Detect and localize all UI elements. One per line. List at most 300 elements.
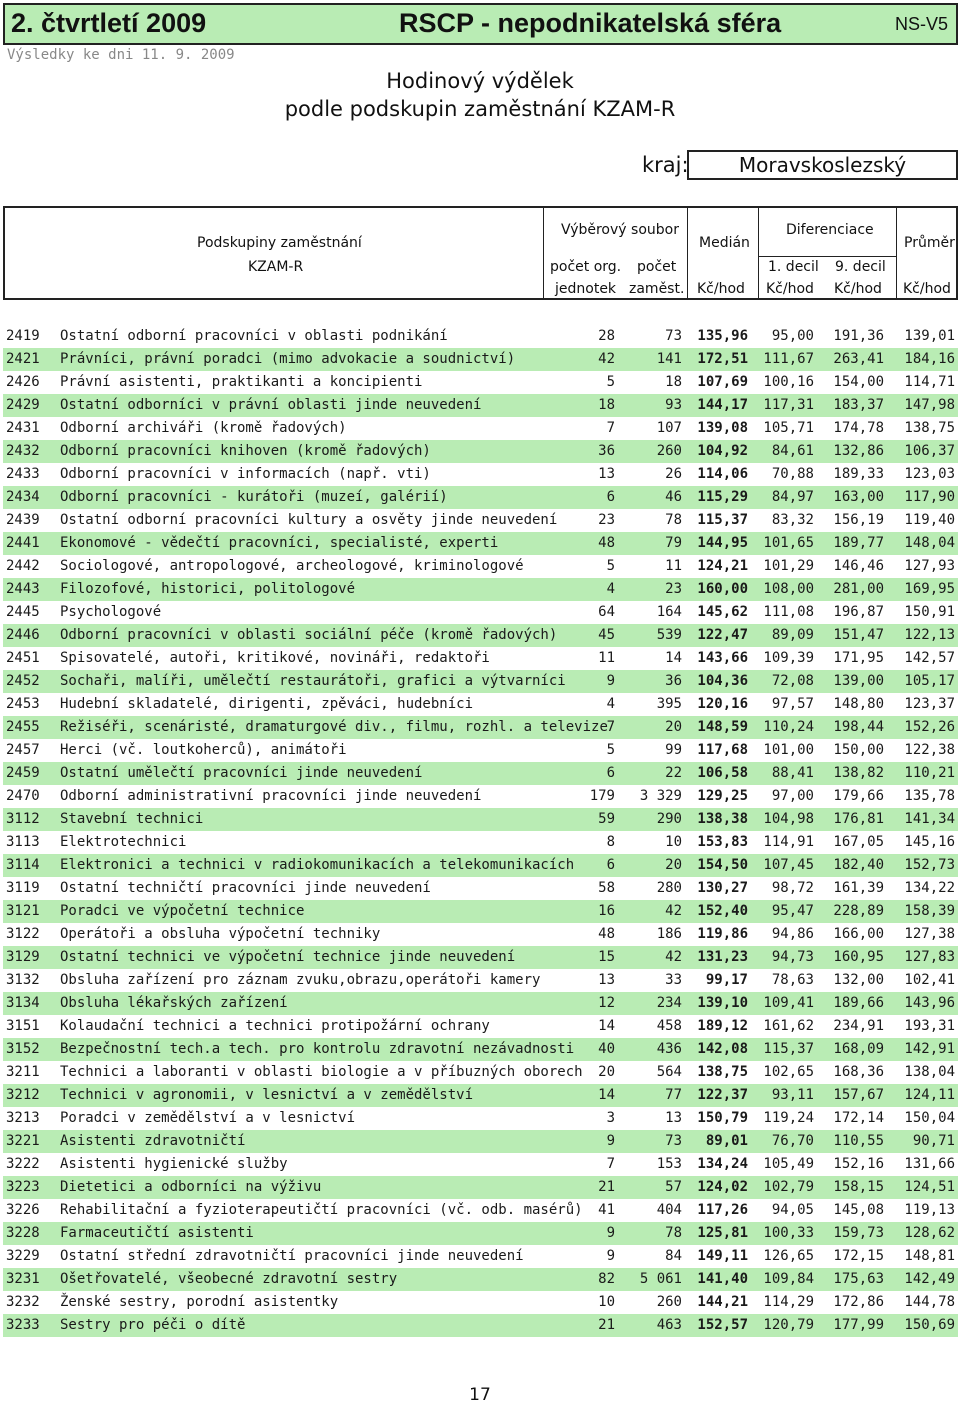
row-decile9: 161,39: [833, 880, 884, 896]
header-average: Průměr: [904, 235, 955, 251]
page-number: 17: [469, 1385, 491, 1405]
row-median: 144,95: [697, 535, 748, 551]
row-occupation-name: Ostatní střední zdravotničtí pracovníci jinde neuvedení: [60, 1248, 524, 1264]
row-median: 115,29: [697, 489, 748, 505]
row-org-count: 48: [598, 535, 615, 551]
table-row: [3, 670, 958, 693]
row-median: 152,40: [697, 903, 748, 919]
row-occupation-name: Dietetici a odborníci na výživu: [60, 1179, 322, 1195]
row-employee-count: 404: [656, 1202, 682, 1218]
row-average: 119,40: [904, 512, 955, 528]
row-median: 131,23: [697, 949, 748, 965]
table-row: [3, 1199, 958, 1222]
table-row: [3, 394, 958, 417]
row-employee-count: 436: [656, 1041, 682, 1057]
row-code: 3132: [6, 972, 40, 988]
table-row: [3, 647, 958, 670]
row-employee-count: 84: [665, 1248, 682, 1264]
row-decile9: 158,15: [833, 1179, 884, 1195]
row-code: 3211: [6, 1064, 40, 1080]
row-decile1: 72,08: [771, 673, 814, 689]
row-employee-count: 26: [665, 466, 682, 482]
table-row: [3, 1291, 958, 1314]
row-occupation-name: Odborní pracovníci knihoven (kromě řadových): [60, 443, 431, 459]
row-average: 119,13: [904, 1202, 955, 1218]
row-org-count: 9: [606, 1133, 615, 1149]
row-occupation-name: Ostatní umělečtí pracovníci jinde neuvedení: [60, 765, 423, 781]
row-org-count: 14: [598, 1018, 615, 1034]
row-decile1: 108,00: [763, 581, 814, 597]
row-decile1: 78,63: [771, 972, 814, 988]
row-decile1: 114,91: [763, 834, 814, 850]
row-average: 124,11: [904, 1087, 955, 1103]
row-org-count: 14: [598, 1087, 615, 1103]
row-average: 134,22: [904, 880, 955, 896]
header-average-unit: Kč/hod: [903, 281, 951, 297]
row-median: 139,08: [697, 420, 748, 436]
row-average: 158,39: [904, 903, 955, 919]
table-row: [3, 440, 958, 463]
row-median: 142,08: [697, 1041, 748, 1057]
row-decile1: 119,24: [763, 1110, 814, 1126]
row-average: 123,37: [904, 696, 955, 712]
row-median: 104,92: [697, 443, 748, 459]
row-employee-count: 77: [665, 1087, 682, 1103]
row-occupation-name: Sestry pro péči o dítě: [60, 1317, 246, 1333]
row-occupation-name: Technici v agronomii, v lesnictví a v zemědělství: [60, 1087, 474, 1103]
row-median: 150,79: [697, 1110, 748, 1126]
row-decile9: 171,95: [833, 650, 884, 666]
table-row: [3, 555, 958, 578]
row-employee-count: 11: [665, 558, 682, 574]
row-decile1: 98,72: [771, 880, 814, 896]
row-decile9: 168,09: [833, 1041, 884, 1057]
row-decile9: 177,99: [833, 1317, 884, 1333]
row-decile9: 189,66: [833, 995, 884, 1011]
row-decile9: 138,82: [833, 765, 884, 781]
row-decile9: 132,00: [833, 972, 884, 988]
row-code: 2451: [6, 650, 40, 666]
row-employee-count: 186: [656, 926, 682, 942]
row-average: 150,69: [904, 1317, 955, 1333]
row-decile9: 174,78: [833, 420, 884, 436]
row-median: 139,10: [697, 995, 748, 1011]
row-code: 2433: [6, 466, 40, 482]
table-row: [3, 348, 958, 371]
row-median: 104,36: [697, 673, 748, 689]
row-code: 2429: [6, 397, 40, 413]
row-median: 89,01: [705, 1133, 748, 1149]
row-average: 105,17: [904, 673, 955, 689]
row-decile9: 234,91: [833, 1018, 884, 1034]
row-occupation-name: Poradci ve výpočetní technice: [60, 903, 305, 919]
row-average: 127,83: [904, 949, 955, 965]
table-row: [3, 371, 958, 394]
row-employee-count: 42: [665, 903, 682, 919]
row-occupation-name: Psychologové: [60, 604, 162, 620]
row-median: 152,57: [697, 1317, 748, 1333]
row-occupation-name: Elektrotechnici: [60, 834, 187, 850]
row-code: 2421: [6, 351, 40, 367]
header-decile9: 9. decil: [835, 259, 886, 275]
row-decile1: 95,47: [771, 903, 814, 919]
row-decile1: 97,00: [771, 788, 814, 804]
row-decile9: 172,86: [833, 1294, 884, 1310]
row-code: 2439: [6, 512, 40, 528]
table-row: [3, 739, 958, 762]
row-median: 148,59: [697, 719, 748, 735]
row-decile9: 198,44: [833, 719, 884, 735]
row-org-count: 5: [606, 374, 615, 390]
row-decile9: 156,19: [833, 512, 884, 528]
row-decile1: 70,88: [771, 466, 814, 482]
row-code: 3152: [6, 1041, 40, 1057]
row-decile1: 101,29: [763, 558, 814, 574]
row-occupation-name: Režiséři, scenáristé, dramaturgové div., filmu, rozhl. a televize: [60, 719, 608, 735]
page-title: Hodinový výdělek: [386, 69, 574, 93]
header-sample: Výběrový soubor: [561, 222, 679, 238]
row-average: 141,34: [904, 811, 955, 827]
row-code: 2431: [6, 420, 40, 436]
header-divider: [896, 208, 897, 298]
table-row: [3, 1038, 958, 1061]
row-org-count: 13: [598, 972, 615, 988]
period-label: 2. čtvrtletí 2009: [11, 8, 207, 38]
row-median: 122,37: [697, 1087, 748, 1103]
row-decile1: 111,08: [763, 604, 814, 620]
row-decile9: 176,81: [833, 811, 884, 827]
row-code: 2457: [6, 742, 40, 758]
row-decile9: 183,37: [833, 397, 884, 413]
row-employee-count: 20: [665, 719, 682, 735]
table-row: [3, 1061, 958, 1084]
header-divider: [758, 256, 896, 257]
row-occupation-name: Filozofové, historici, politologové: [60, 581, 356, 597]
row-average: 150,91: [904, 604, 955, 620]
row-median: 154,50: [697, 857, 748, 873]
row-decile1: 84,97: [771, 489, 814, 505]
row-decile1: 94,73: [771, 949, 814, 965]
row-occupation-name: Odborní administrativní pracovníci jinde neuvedení: [60, 788, 482, 804]
row-average: 184,16: [904, 351, 955, 367]
row-decile9: 150,00: [833, 742, 884, 758]
table-row: [3, 923, 958, 946]
row-org-count: 11: [598, 650, 615, 666]
row-org-count: 7: [606, 719, 615, 735]
row-employee-count: 78: [665, 512, 682, 528]
row-average: 90,71: [912, 1133, 955, 1149]
row-median: 119,86: [697, 926, 748, 942]
row-org-count: 23: [598, 512, 615, 528]
row-occupation-name: Právní asistenti, praktikanti a koncipienti: [60, 374, 423, 390]
row-occupation-name: Elektronici a technici v radiokomunikacích a telekomunikacích: [60, 857, 575, 873]
table-row: [3, 831, 958, 854]
header-org-line2: jednotek: [555, 281, 617, 297]
row-decile9: 166,00: [833, 926, 884, 942]
page-subtitle: podle podskupin zaměstnání KZAM-R: [284, 97, 676, 121]
row-occupation-name: Odborní archiváři (kromě řadových): [60, 420, 347, 436]
row-average: 117,90: [904, 489, 955, 505]
row-average: 110,21: [904, 765, 955, 781]
row-occupation-name: Právníci, právní poradci (mimo advokacie a soudnictví): [60, 351, 516, 367]
table-row: [3, 1153, 958, 1176]
row-code: 3222: [6, 1156, 40, 1172]
row-median: 107,69: [697, 374, 748, 390]
row-org-count: 6: [606, 489, 615, 505]
row-average: 106,37: [904, 443, 955, 459]
row-occupation-name: Odborní pracovníci v informacích (např. vti): [60, 466, 431, 482]
row-occupation-name: Kolaudační technici a technici protipožární ochrany: [60, 1018, 490, 1034]
row-employee-count: 463: [656, 1317, 682, 1333]
row-decile1: 111,67: [763, 351, 814, 367]
row-decile9: 157,67: [833, 1087, 884, 1103]
row-median: 122,47: [697, 627, 748, 643]
row-code: 3213: [6, 1110, 40, 1126]
row-decile9: 159,73: [833, 1225, 884, 1241]
row-decile1: 109,84: [763, 1271, 814, 1287]
row-average: 127,93: [904, 558, 955, 574]
row-code: 2446: [6, 627, 40, 643]
row-employee-count: 5 061: [639, 1271, 682, 1287]
row-average: 142,49: [904, 1271, 955, 1287]
row-median: 120,16: [697, 696, 748, 712]
row-median: 99,17: [705, 972, 748, 988]
row-decile9: 196,87: [833, 604, 884, 620]
row-code: 3226: [6, 1202, 40, 1218]
row-average: 122,13: [904, 627, 955, 643]
table-row: [3, 532, 958, 555]
row-org-count: 5: [606, 558, 615, 574]
results-date: Výsledky ke dni 11. 9. 2009: [7, 47, 235, 63]
row-median: 117,26: [697, 1202, 748, 1218]
row-average: 152,26: [904, 719, 955, 735]
table-row: [3, 1107, 958, 1130]
row-employee-count: 234: [656, 995, 682, 1011]
row-code: 2470: [6, 788, 40, 804]
row-median: 138,38: [697, 811, 748, 827]
row-code: 3112: [6, 811, 40, 827]
row-code: 3228: [6, 1225, 40, 1241]
row-code: 3231: [6, 1271, 40, 1287]
row-org-count: 10: [598, 1294, 615, 1310]
row-decile9: 152,16: [833, 1156, 884, 1172]
table-row: [3, 624, 958, 647]
row-decile9: 191,36: [833, 328, 884, 344]
table-row: [3, 762, 958, 785]
row-code: 2442: [6, 558, 40, 574]
row-average: 128,62: [904, 1225, 955, 1241]
table-row: [3, 601, 958, 624]
row-decile9: 189,33: [833, 466, 884, 482]
header-divider: [687, 208, 688, 298]
row-decile9: 168,36: [833, 1064, 884, 1080]
row-decile1: 105,71: [763, 420, 814, 436]
header-differentiation: Diferenciace: [786, 222, 874, 238]
table-row: [3, 1245, 958, 1268]
row-occupation-name: Ostatní odborní pracovníci v oblasti podnikání: [60, 328, 448, 344]
row-code: 3229: [6, 1248, 40, 1264]
row-decile1: 83,32: [771, 512, 814, 528]
row-code: 3151: [6, 1018, 40, 1034]
row-average: 152,73: [904, 857, 955, 873]
row-decile1: 100,33: [763, 1225, 814, 1241]
row-org-count: 4: [606, 696, 615, 712]
row-code: 2426: [6, 374, 40, 390]
row-decile9: 182,40: [833, 857, 884, 873]
row-decile1: 120,79: [763, 1317, 814, 1333]
row-org-count: 20: [598, 1064, 615, 1080]
row-org-count: 36: [598, 443, 615, 459]
row-employee-count: 260: [656, 443, 682, 459]
row-decile9: 189,77: [833, 535, 884, 551]
row-code: 2432: [6, 443, 40, 459]
row-decile1: 94,86: [771, 926, 814, 942]
row-occupation-name: Asistenti zdravotničtí: [60, 1133, 246, 1149]
row-decile9: 172,14: [833, 1110, 884, 1126]
row-occupation-name: Bezpečnostní tech.a tech. pro kontrolu zdravotní nezávadnosti: [60, 1041, 575, 1057]
row-code: 3233: [6, 1317, 40, 1333]
row-median: 160,00: [697, 581, 748, 597]
row-decile1: 88,41: [771, 765, 814, 781]
row-median: 117,68: [697, 742, 748, 758]
row-average: 148,81: [904, 1248, 955, 1264]
row-employee-count: 3 329: [639, 788, 682, 804]
row-median: 143,66: [697, 650, 748, 666]
table-row: [3, 1130, 958, 1153]
table-row: [3, 785, 958, 808]
row-average: 123,03: [904, 466, 955, 482]
row-code: 3114: [6, 857, 40, 873]
row-decile9: 146,46: [833, 558, 884, 574]
row-employee-count: 99: [665, 742, 682, 758]
row-average: 142,91: [904, 1041, 955, 1057]
row-average: 169,95: [904, 581, 955, 597]
row-org-count: 12: [598, 995, 615, 1011]
row-code: 3223: [6, 1179, 40, 1195]
header-median-unit: Kč/hod: [697, 281, 745, 297]
row-median: 144,17: [697, 397, 748, 413]
row-org-count: 15: [598, 949, 615, 965]
row-employee-count: 10: [665, 834, 682, 850]
row-employee-count: 23: [665, 581, 682, 597]
row-average: 150,04: [904, 1110, 955, 1126]
row-decile1: 104,98: [763, 811, 814, 827]
table-row: [3, 1268, 958, 1291]
row-org-count: 64: [598, 604, 615, 620]
row-code: 3232: [6, 1294, 40, 1310]
row-code: 2443: [6, 581, 40, 597]
header-group-line2: KZAM-R: [248, 259, 304, 275]
row-decile9: 167,05: [833, 834, 884, 850]
row-occupation-name: Obsluha lékařských zařízení: [60, 995, 288, 1011]
row-code: 2434: [6, 489, 40, 505]
row-decile1: 93,11: [771, 1087, 814, 1103]
table-row: [3, 578, 958, 601]
row-occupation-name: Stavební technici: [60, 811, 204, 827]
row-employee-count: 164: [656, 604, 682, 620]
row-decile1: 114,29: [763, 1294, 814, 1310]
row-decile9: 154,00: [833, 374, 884, 390]
row-org-count: 40: [598, 1041, 615, 1057]
row-decile9: 151,47: [833, 627, 884, 643]
row-average: 127,38: [904, 926, 955, 942]
row-decile1: 117,31: [763, 397, 814, 413]
header-count-line2: zaměst.: [629, 281, 685, 297]
row-org-count: 8: [606, 834, 615, 850]
row-occupation-name: Asistenti hygienické služby: [60, 1156, 288, 1172]
header-decile9-unit: Kč/hod: [834, 281, 882, 297]
row-code: 2441: [6, 535, 40, 551]
row-median: 141,40: [697, 1271, 748, 1287]
row-decile1: 102,65: [763, 1064, 814, 1080]
row-employee-count: 73: [665, 328, 682, 344]
row-decile1: 100,16: [763, 374, 814, 390]
row-median: 134,24: [697, 1156, 748, 1172]
row-employee-count: 395: [656, 696, 682, 712]
row-average: 142,57: [904, 650, 955, 666]
row-employee-count: 42: [665, 949, 682, 965]
row-employee-count: 458: [656, 1018, 682, 1034]
row-employee-count: 93: [665, 397, 682, 413]
row-occupation-name: Farmaceutičtí asistenti: [60, 1225, 254, 1241]
row-median: 138,75: [697, 1064, 748, 1080]
row-code: 3212: [6, 1087, 40, 1103]
report-header-bar: [3, 3, 958, 45]
row-org-count: 4: [606, 581, 615, 597]
row-occupation-name: Ostatní odborní pracovníci kultury a osvěty jinde neuvedení: [60, 512, 558, 528]
table-row: [3, 325, 958, 348]
header-decile1-unit: Kč/hod: [766, 281, 814, 297]
table-row: [3, 877, 958, 900]
row-median: 114,06: [697, 466, 748, 482]
row-median: 144,21: [697, 1294, 748, 1310]
row-org-count: 13: [598, 466, 615, 482]
row-decile1: 101,00: [763, 742, 814, 758]
row-decile1: 161,62: [763, 1018, 814, 1034]
row-occupation-name: Ostatní odborníci v právní oblasti jinde neuvedení: [60, 397, 482, 413]
row-decile1: 76,70: [771, 1133, 814, 1149]
header-median: Medián: [699, 235, 750, 251]
row-occupation-name: Sociologové, antropologové, archeologové, kriminologové: [60, 558, 524, 574]
row-code: 2453: [6, 696, 40, 712]
table-row: [3, 716, 958, 739]
row-decile1: 102,79: [763, 1179, 814, 1195]
row-employee-count: 20: [665, 857, 682, 873]
row-median: 153,83: [697, 834, 748, 850]
row-median: 135,96: [697, 328, 748, 344]
row-median: 115,37: [697, 512, 748, 528]
row-org-count: 18: [598, 397, 615, 413]
row-average: 148,04: [904, 535, 955, 551]
row-average: 138,04: [904, 1064, 955, 1080]
row-average: 124,51: [904, 1179, 955, 1195]
row-median: 172,51: [697, 351, 748, 367]
row-decile1: 94,05: [771, 1202, 814, 1218]
header-decile1: 1. decil: [768, 259, 819, 275]
row-employee-count: 57: [665, 1179, 682, 1195]
row-code: 3121: [6, 903, 40, 919]
row-occupation-name: Ostatní techničtí pracovníci jinde neuvedení: [60, 880, 431, 896]
row-average: 131,66: [904, 1156, 955, 1172]
row-occupation-name: Ženské sestry, porodní asistentky: [60, 1294, 339, 1310]
row-decile9: 281,00: [833, 581, 884, 597]
row-employee-count: 141: [656, 351, 682, 367]
table-row: [3, 693, 958, 716]
table-code: NS-V5: [894, 14, 948, 34]
row-decile9: 132,86: [833, 443, 884, 459]
row-org-count: 9: [606, 673, 615, 689]
row-decile9: 145,08: [833, 1202, 884, 1218]
